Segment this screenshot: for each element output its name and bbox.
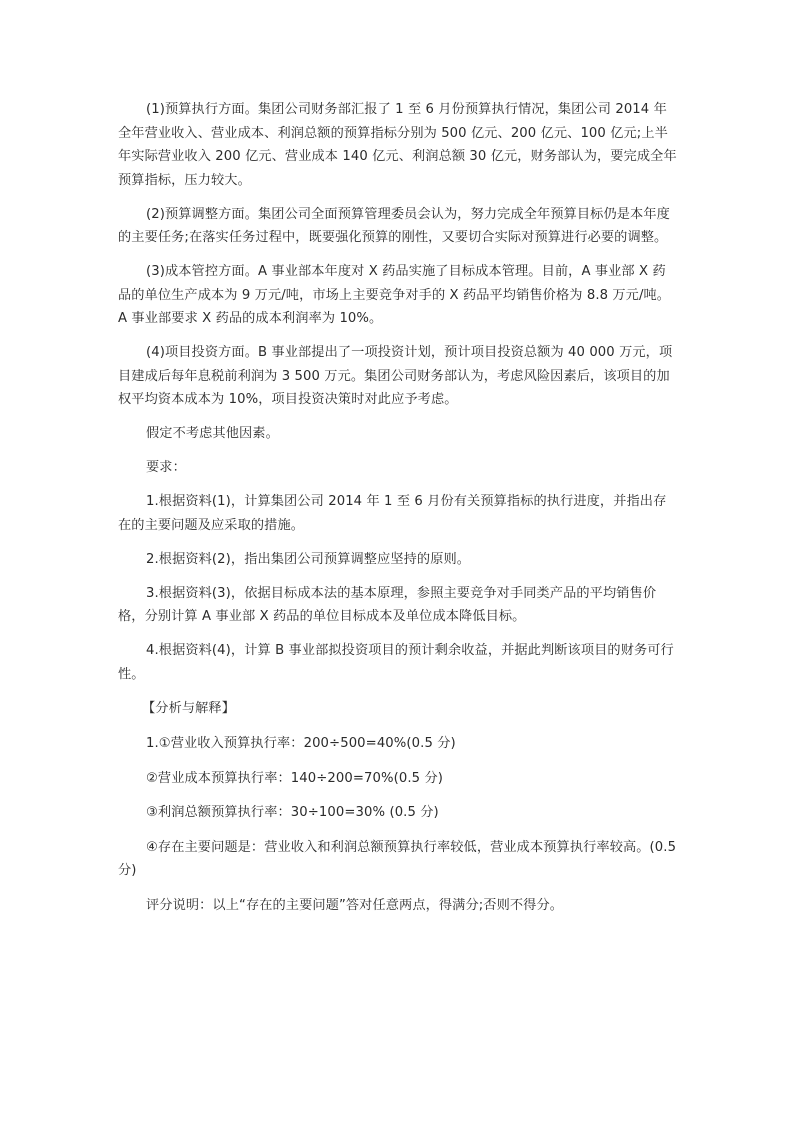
answer-1-problems: ④存在主要问题是：营业收入和利润总额预算执行率较低，营业成本预算执行率较高。(0.5 分): [118, 839, 677, 878]
requirement-2: 2.根据资料(2)，指出集团公司预算调整应坚持的原则。: [146, 551, 471, 567]
requirement-4: 4.根据资料(4)，计算 B 事业部拟投资项目的预计剩余收益，并据此判断该项目的财务可行性。: [118, 643, 674, 682]
answer-1-cost: ②营业成本预算执行率：140÷200=70%(0.5 分): [146, 770, 443, 786]
paragraph-project-investment: (4)项目投资方面。B 事业部提出了一项投资计划，预计项目投资总额为 40 000 万元，项目建成后每年息税前利润为 3 500 万元。集团公司财务部认为，考虑风险因素后，该项目的加权平均资本成本为 10%，项目投资决策时对此应予考虑。: [118, 345, 673, 407]
paragraph-assumption: 假定不考虑其他因素。: [146, 426, 279, 441]
answer-1-revenue: 1.①营业收入预算执行率：200÷500=40%(0.5 分): [146, 736, 456, 751]
answer-1-profit: ③利润总额预算执行率：30÷100=30% (0.5 分): [146, 805, 439, 820]
requirement-3: 3.根据资料(3)，依据目标成本法的基本原理，参照主要竞争对手同类产品的平均销售价格，分别计算 A 事业部 X 药品的单位目标成本及单位成本降低目标。: [118, 585, 657, 624]
document-body: [118, 98, 678, 928]
paragraph-budget-adjustment: (2)预算调整方面。集团公司全面预算管理委员会认为，努力完成全年预算目标仍是本年度的主要任务;在落实任务过程中，既要强化预算的刚性，又要切合实际对预算进行必要的调整。: [118, 206, 670, 245]
paragraph-requirements-heading: 要求：: [146, 460, 186, 475]
requirement-1: 1.根据资料(1)，计算集团公司 2014 年 1 至 6 月份有关预算指标的执行进度，并指出存在的主要问题及应采取的措施。: [118, 494, 667, 533]
analysis-heading: 【分析与解释】: [142, 700, 236, 716]
scoring-note: 评分说明：以上“存在的主要问题”答对任意两点，得满分;否则不得分。: [146, 897, 564, 913]
paragraph-budget-execution: (1)预算执行方面。集团公司财务部汇报了 1 至 6 月份预算执行情况，集团公司 2014 年全年营业收入、营业成本、利润总额的预算指标分别为 500 亿元、200 亿元、100 亿元;上半年实际营业收入 200 亿元、营业成本 140 亿元、利润总额 30 亿元，财务部认为，要完成全年预算指标，压力较大。: [118, 102, 677, 188]
paragraph-cost-control: (3)成本管控方面。A 事业部本年度对 X 药品实施了目标成本管理。目前，A 事业部 X 药品的单位生产成本为 9 万元/吨，市场上主要竞争对手的 X 药品平均销售价格为 8.8 万元/吨。A 事业部要求 X 药品的成本利润率为 10%。: [118, 264, 671, 326]
